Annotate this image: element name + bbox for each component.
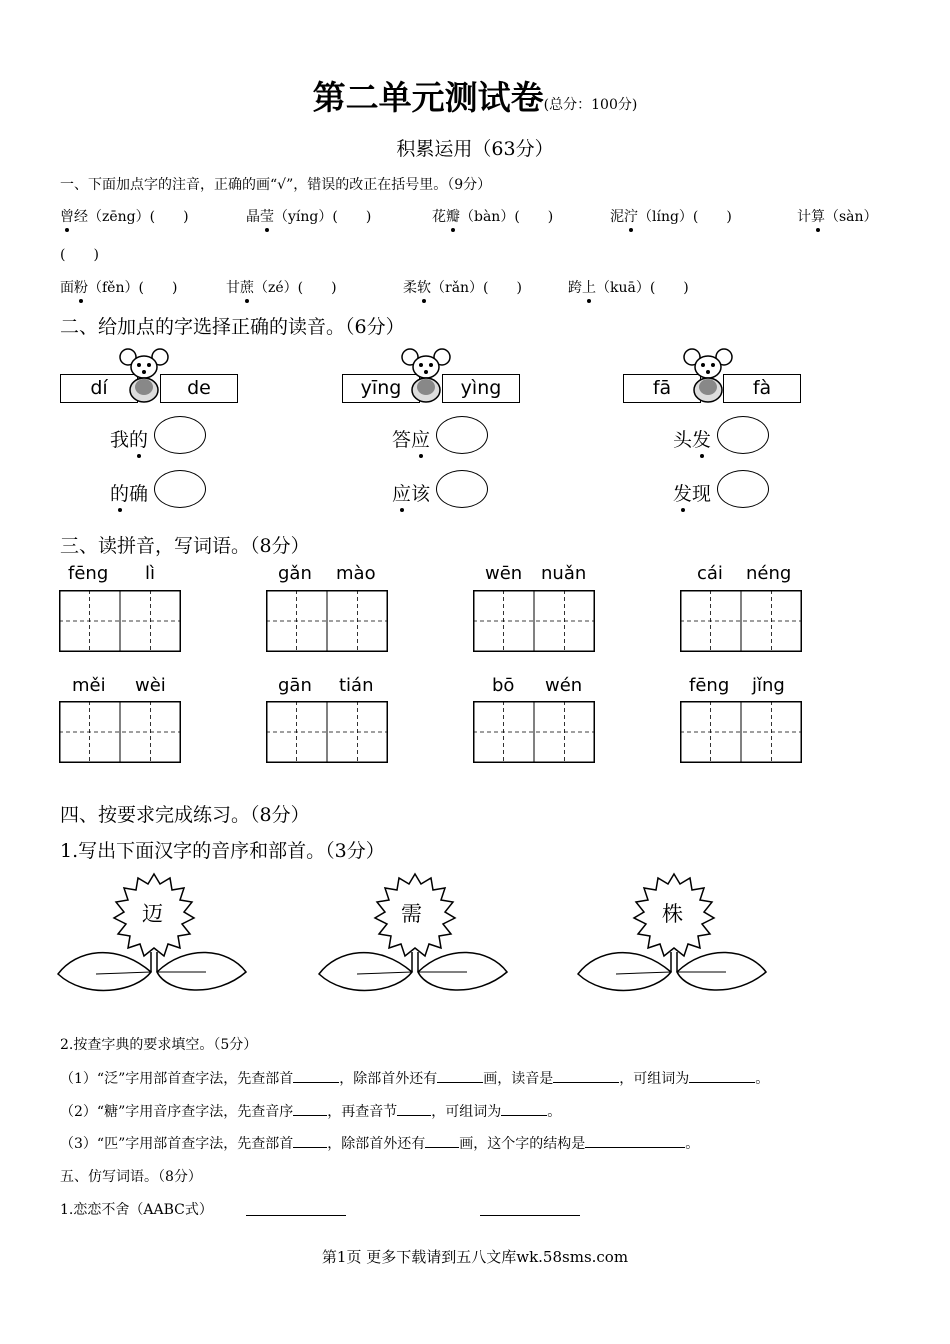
writing-grid[interactable] [59,701,181,763]
word-char: 现 [692,483,712,505]
section4-heading: 四、按要求完成练习。（8分） [60,804,310,826]
s1-dotchar: 粉 [74,277,88,297]
pinyin-label: lì [145,563,156,584]
text: （2）“糖”字用音序查字法，先查音序 [60,1104,294,1120]
s1-char: 柔 [403,280,417,296]
s1-item-5-paren: ( ) [60,247,99,263]
word-dotchar: 发 [673,479,692,506]
answer-oval[interactable] [436,416,488,454]
s1-char: 甘 [226,280,240,296]
writing-grid[interactable] [473,590,595,652]
s1-dotchar: 泞 [624,206,638,226]
pinyin-label: gǎn [278,563,312,584]
flower-icon [576,872,768,1000]
s1-item-6 [60,277,177,297]
writing-grid[interactable] [680,590,802,652]
blank-field[interactable] [293,1147,327,1148]
text: 画，读音是 [483,1071,554,1087]
word-item [392,479,430,506]
word-dotchar: 的 [129,425,148,452]
blank-field[interactable] [397,1115,431,1116]
s1-text: （líng）( ) [638,209,732,225]
pinyin-label: néng [746,563,792,584]
pinyin-label: wén [545,675,583,696]
answer-oval[interactable] [154,470,206,508]
answer-oval[interactable] [717,416,769,454]
s1-item-5 [797,206,878,226]
word-char: 我 [110,429,130,451]
blank-field[interactable] [689,1082,755,1083]
blank-field[interactable] [293,1082,339,1083]
writing-grid[interactable] [266,590,388,652]
mouse-icon [118,345,170,405]
s1-char: 跨 [568,280,582,296]
mouse-icon [682,345,734,405]
writing-grid[interactable] [59,590,181,652]
blank-field[interactable] [293,1115,327,1116]
text: 。 [755,1071,770,1087]
pinyin-label: měi [72,675,106,696]
s1-char: 花 [432,209,446,225]
s1-item-8 [403,277,522,297]
blank-field[interactable] [437,1082,483,1083]
blank-field[interactable] [246,1215,346,1216]
pinyin-option-right: yìng [442,374,520,403]
text: （1）“泛”字用部首查字法，先查部首 [60,1071,294,1087]
s1-dotchar: 软 [417,277,431,297]
answer-oval[interactable] [717,470,769,508]
flower-char: 迈 [142,902,163,926]
s1-item-2 [246,206,371,226]
text: 。 [685,1136,700,1152]
text: ，再查音节 [327,1104,398,1120]
pinyin-label: gān [278,675,312,696]
text: ，可组词为 [431,1104,502,1120]
mouse-icon [400,345,452,405]
word-char: 确 [129,483,149,505]
blank-field[interactable] [585,1147,685,1148]
pinyin-label: wèi [135,675,166,696]
section4-q2: 2.按查字典的要求填空。（5分） [60,1037,258,1053]
s1-text: （bàn）( ) [460,209,554,225]
section2-heading: 二、给加点的字选择正确的读音。（6分） [60,316,405,338]
writing-grid[interactable] [680,701,802,763]
s1-char: 曾 [60,206,74,226]
pinyin-option-left: yīng [342,374,420,403]
flower-char: 株 [662,902,683,926]
flower-char: 需 [401,902,422,926]
word-char: 答 [392,429,412,451]
section1-heading: 一、下面加点字的注音，正确的画“√”，错误的改正在括号里。（9分） [60,177,492,193]
s1-text: （kuā）( ) [596,280,689,296]
answer-oval[interactable] [154,416,206,454]
word-dotchar: 的 [110,479,129,506]
pinyin-option-left: fā [623,374,701,403]
dict-line-3 [60,1133,699,1153]
title-total: (总分：100分) [543,97,638,113]
pinyin-label: fēng [689,675,730,696]
title-main: 第二单元测试卷 [312,78,544,117]
blank-field[interactable] [501,1115,547,1116]
answer-oval[interactable] [436,470,488,508]
page-footer: 第1页 更多下载请到五八文库wk.58sms.com [321,1248,629,1266]
text: ，可组词为 [619,1071,690,1087]
text: ，除部首外还有 [327,1136,426,1152]
writing-grid[interactable] [473,701,595,763]
blank-field[interactable] [553,1082,619,1083]
s1-dotchar: 算 [811,206,825,226]
flower-icon [56,872,248,1000]
word-char: 头 [673,429,693,451]
word-item [110,425,148,452]
text: 。 [547,1104,562,1120]
pinyin-label: tián [339,675,374,696]
page-title [0,72,950,119]
s1-text: （sàn） [825,209,878,225]
s1-text: （rǎn）( ) [431,280,522,296]
s1-char: 晶 [246,209,260,225]
text: ，除部首外还有 [339,1071,438,1087]
word-dotchar: 发 [692,425,711,452]
s1-text: （fěn）( ) [88,280,178,296]
word-dotchar: 应 [392,479,411,506]
s1-dotchar: 上 [582,277,596,297]
word-item [110,479,148,506]
s1-item-4 [610,206,732,226]
pinyin-label: fēng [68,563,109,584]
dict-line-2 [60,1101,561,1121]
text: 画，这个字的结构是 [459,1136,586,1152]
s1-item-1 [60,206,189,226]
pinyin-label: mào [336,563,376,584]
s1-text: 经（zēng）( ) [74,209,189,225]
s1-char: 计 [797,209,811,225]
s1-char: 泥 [610,209,624,225]
s1-dotchar: 莹 [260,206,274,226]
pinyin-label: cái [697,563,723,584]
word-dotchar: 应 [411,425,430,452]
s1-text: （zé）( ) [254,280,337,296]
s1-item-9 [568,277,689,297]
s1-text: （yíng）( ) [274,209,372,225]
section5-heading: 五、仿写词语。（8分） [60,1169,202,1185]
flower-icon [317,872,509,1000]
blank-field[interactable] [425,1147,459,1148]
pinyin-label: jǐng [752,675,785,696]
word-item [673,425,711,452]
writing-grid[interactable] [266,701,388,763]
pinyin-label: wēn [485,563,523,584]
s1-dotchar: 蔗 [240,277,254,297]
s1-item-3 [432,206,553,226]
pinyin-label: bō [492,675,515,696]
blank-field[interactable] [480,1215,580,1216]
section4-q1: 1.写出下面汉字的音序和部首。（3分） [60,840,385,862]
pinyin-label: nuǎn [541,563,587,584]
word-char: 该 [411,483,431,505]
text: （3）“匹”字用部首查字法，先查部首 [60,1136,294,1152]
pinyin-option-right: fà [723,374,801,403]
section-subtitle: 积累运用（63分） [396,138,554,160]
word-item [673,479,711,506]
word-item [392,425,430,452]
pinyin-option-right: de [160,374,238,403]
dict-line-1 [60,1068,769,1088]
section5-q1: 1.恋恋不舍（AABC式） [60,1202,213,1218]
s1-item-7 [226,277,337,297]
s1-char: 面 [60,280,74,296]
section3-heading: 三、读拼音，写词语。（8分） [60,535,310,557]
pinyin-option-left: dí [60,374,138,403]
s1-dotchar: 瓣 [446,206,460,226]
